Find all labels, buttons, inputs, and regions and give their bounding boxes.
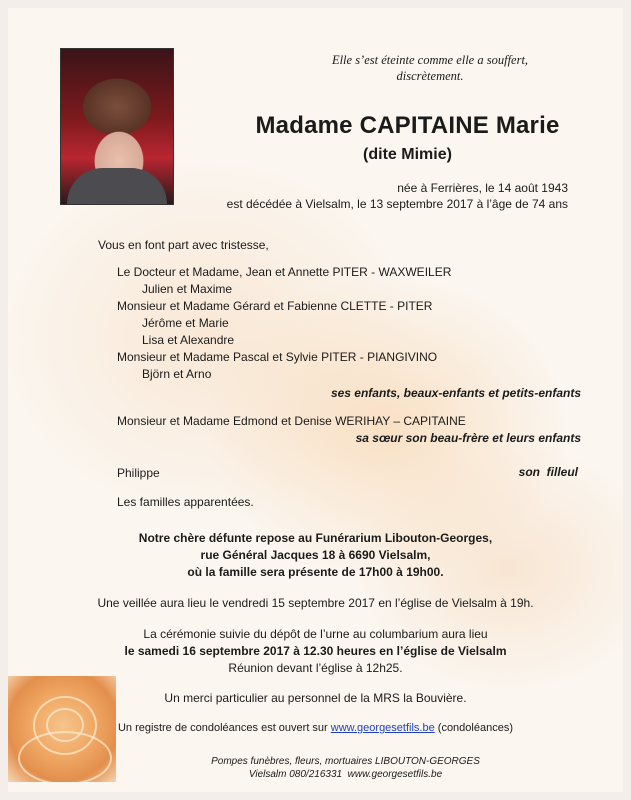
ceremony-line-1: La cérémonie suivie du dépôt de l’urne au columbarium aura lieu — [143, 627, 488, 641]
family-line-7: Björn et Arno — [142, 367, 212, 381]
funerarium-line-3: où la famille sera présente de 17h00 à 19h00. — [187, 565, 444, 579]
funerarium-line-1: Notre chère défunte repose au Funérarium Libouton-Georges, — [138, 531, 493, 545]
footer-line-1: Pompes funèbres, fleurs, mortuaires LIBOUTON-GEORGES — [211, 756, 480, 767]
portrait-photo — [60, 48, 174, 205]
epitaph-quote — [300, 52, 560, 84]
vigil-text: Une veillée aura lieu le vendredi 15 septembre 2017 en l’église de Vielsalm à 19h. — [97, 596, 534, 610]
rose-petal — [18, 731, 112, 782]
family-line-5: Lisa et Alexandre — [142, 333, 235, 347]
thanks-text: Un merci particulier au personnel de la MRS la Bouvière. — [164, 691, 467, 705]
birth-line: née à Ferrières, le 14 août 1943 — [397, 181, 568, 195]
intro-text: Vous en font part avec tristesse, — [98, 238, 269, 252]
family-line-2: Julien et Maxime — [142, 282, 233, 296]
family-line-1: Le Docteur et Madame, Jean et Annette PITER - WAXWEILER — [117, 265, 452, 279]
rose-image — [8, 676, 116, 782]
ceremony-line-3: Réunion devant l’église à 12h25. — [228, 661, 403, 675]
sister-line: Monsieur et Madame Edmond et Denise WERIHAY – CAPITAINE — [117, 414, 466, 428]
deceased-nickname: (dite Mimie) — [363, 146, 452, 163]
portrait-clothing — [67, 168, 167, 204]
godson-name: Philippe — [117, 466, 160, 480]
registry-after: (condoléances) — [434, 722, 513, 734]
family-line-6: Monsieur et Madame Pascal et Sylvie PITER - PIANGIVINO — [117, 350, 438, 364]
registry-link[interactable]: www.georgesetfils.be — [330, 722, 435, 734]
ceremony-line-2: le samedi 16 septembre 2017 à 12.30 heures en l’église de Vielsalm — [124, 644, 507, 658]
relatives-text: Les familles apparentées. — [117, 495, 254, 509]
funerarium-line-2: rue Général Jacques 18 à 6690 Vielsalm, — [200, 548, 431, 562]
quote-line-1: Elle s’est éteinte comme elle a souffert, — [331, 53, 529, 67]
footer-line-2: Vielsalm 080/216331 www.georgesetfils.be — [248, 769, 443, 780]
family-line-4: Jérôme et Marie — [142, 316, 229, 330]
deceased-name: Madame CAPITAINE Marie — [255, 112, 560, 139]
godson-role: son filleul — [518, 465, 578, 479]
family-line-3: Monsieur et Madame Gérard et Fabienne CLETTE - PITER — [117, 299, 433, 313]
quote-line-2: discrètement. — [396, 69, 464, 83]
registry-before: Un registre de condoléances est ouvert sur — [117, 722, 331, 734]
sister-role: sa sœur son beau-frère et leurs enfants — [355, 431, 581, 445]
death-line: est décédée à Vielsalm, le 13 septembre 2017 à l’âge de 74 ans — [226, 197, 568, 211]
birth-death-info — [227, 180, 568, 212]
family-role: ses enfants, beaux-enfants et petits-enfants — [330, 386, 581, 400]
